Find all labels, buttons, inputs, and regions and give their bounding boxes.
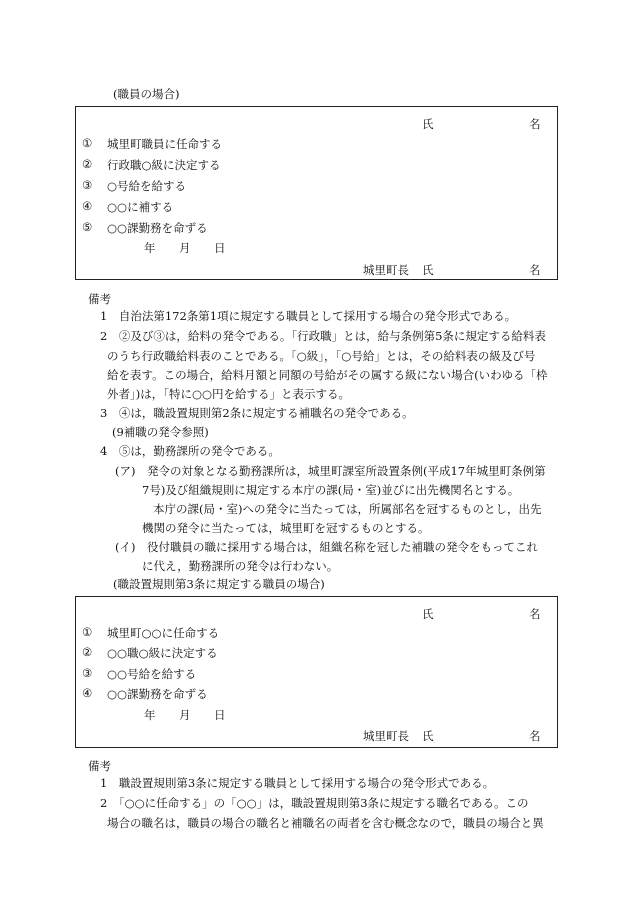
item-num: ① (82, 625, 93, 639)
signer-shi: 氏 (422, 263, 434, 277)
item-num: ① (82, 136, 93, 150)
item-text: ○○課勤務を命ずる (107, 687, 208, 701)
signer-mei: 名 (529, 729, 541, 743)
item-num: ② (82, 157, 93, 171)
name-label-shi: 氏 (422, 117, 434, 131)
remark-line: 機関の発令に当たっては，城里町を冠するものとする。 (142, 521, 430, 535)
remark-line: 本庁の課(局・室)への発令に当たっては，所属部名を冠するものとし，出先 (153, 502, 542, 516)
item-text: ○○課勤務を命ずる (107, 221, 208, 235)
date-month: 月 (179, 241, 191, 255)
remarks-title-2: 備考 (88, 759, 111, 773)
name-label-mei: 名 (529, 607, 541, 621)
remark-line: 2 ②及び③は，給料の発令である。「行政職」とは，給与条例第5条に規定する給料表 (100, 329, 546, 343)
date-day: 日 (214, 241, 226, 255)
remark-line: 3 ④は，職設置規則第2条に規定する補職名の発令である。 (100, 406, 414, 420)
remark-line: 4 ⑤は，勤務課所の発令である。 (100, 444, 280, 458)
item-num: ② (82, 645, 93, 659)
remark-line: 給を表す。この場合，給料月額と同額の号給がその属する級にない場合(いわゆる「枠 (107, 368, 548, 382)
section2-heading: (職設置規則第3条に規定する職員の場合) (113, 577, 325, 591)
remark-line: (イ) 役付職員の職に採用する場合は，組織名称を冠した補職の発令をもってこれ (115, 540, 538, 554)
remark-line: 7号)及び組織規則に規定する本庁の課(局・室)並びに出先機関名とする。 (142, 483, 520, 497)
signer-shi: 氏 (422, 729, 434, 743)
date-month: 月 (179, 708, 191, 722)
item-text: 城里町○○に任命する (107, 626, 220, 640)
remark-line: のうち行政職給料表のことである。「○級」，「○号給」とは，その給料表の級及び号 (107, 349, 536, 363)
item-num: ④ (82, 199, 93, 213)
remarks-title-1: 備考 (88, 292, 111, 306)
remark-line: 2 「○○に任命する」の「○○」は，職設置規則第3条に規定する職名である。この (100, 796, 529, 810)
remark-line: 1 自治法第172条第1項に規定する職員として採用する場合の発令形式である。 (100, 309, 517, 323)
item-text: 行政職○級に決定する (107, 158, 221, 172)
signer-mei: 名 (529, 263, 541, 277)
remark-line: に代え，勤務課所の発令は行わない。 (142, 559, 339, 573)
remark-line: (9補職の発令参照) (112, 425, 209, 439)
item-num: ③ (82, 178, 93, 192)
date-year: 年 (144, 708, 156, 722)
remark-line: 外者」)は，「特に○○円を給する」と表示する。 (107, 387, 351, 401)
item-text: ○○号給を給する (107, 667, 197, 681)
remark-line: (ア) 発令の対象となる勤務課所は，城里町課室所設置条例(平成17年城里町条例第 (115, 464, 546, 478)
name-label-mei: 名 (529, 117, 541, 131)
remark-line: 場合の職名は，職員の場合の職名と補職名の両者を含む概念なので，職員の場合と異 (107, 816, 544, 830)
appointment-box-1 (75, 106, 558, 280)
signer-title: 城里町長 (363, 263, 409, 277)
item-text: ○○に補する (107, 200, 174, 214)
appointment-box-2 (75, 596, 558, 748)
item-text: ○○職○級に決定する (107, 646, 218, 660)
item-num: ④ (82, 686, 93, 700)
item-num: ③ (82, 666, 93, 680)
remark-line: 1 職設置規則第3条に規定する職員として採用する場合の発令形式である。 (100, 776, 495, 790)
item-text: 城里町職員に任命する (107, 137, 222, 151)
section1-heading: (職員の場合) (113, 87, 180, 101)
signer-title: 城里町長 (363, 729, 409, 743)
item-num: ⑤ (82, 220, 93, 234)
date-day: 日 (214, 708, 226, 722)
name-label-shi: 氏 (422, 607, 434, 621)
item-text: ○号給を給する (107, 179, 187, 193)
date-year: 年 (144, 241, 156, 255)
